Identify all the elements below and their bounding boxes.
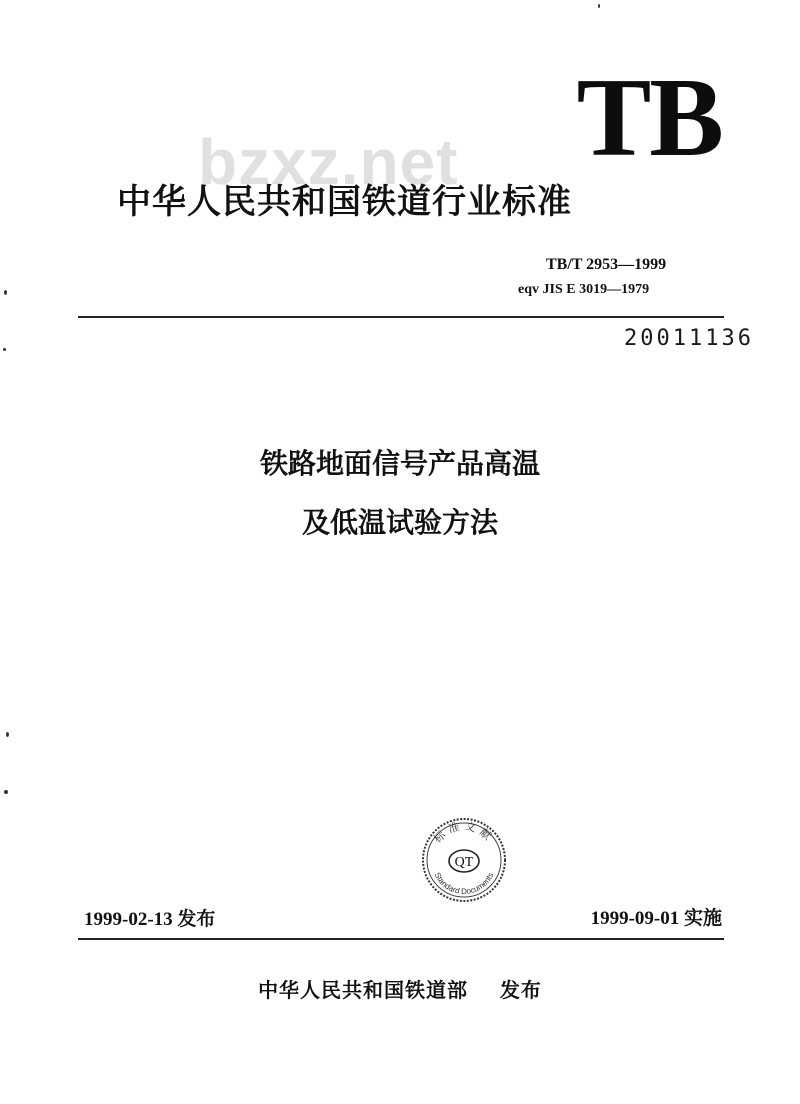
svg-text:Standard Documents (433, 871, 496, 896)
watermark: bzxz.net (198, 126, 459, 198)
scan-speck (4, 290, 7, 295)
standard-number: TB/T 2953—1999 (546, 256, 667, 273)
implementation-date: 1999-09-01 实施 (590, 908, 722, 929)
standard-type-heading: 中华人民共和国铁道行业标准 (117, 182, 572, 222)
equivalent-standard: eqv JIS E 3019—1979 (518, 282, 650, 297)
publisher-action: 发布 (499, 978, 542, 1002)
publisher-name: 中华人民共和国铁道部 (258, 978, 469, 1002)
serial-number: 20011136 (624, 326, 754, 351)
svg-text:标准文献 (431, 818, 498, 845)
stamp-top-text: 标准文献 (431, 819, 497, 846)
stamp-center-text: QT (454, 855, 474, 870)
stamp-bottom-text: Standard Documents (432, 871, 496, 897)
scan-speck (598, 4, 600, 8)
scan-speck (3, 348, 6, 351)
bottom-divider (78, 938, 724, 940)
standard-documents-stamp (420, 816, 508, 904)
document-title-line-2: 及低温试验方法 (301, 506, 498, 539)
scan-speck (4, 790, 8, 794)
document-title-line-1: 铁路地面信号产品高温 (259, 447, 540, 480)
publisher-line (0, 974, 800, 1003)
tb-logo: TB (576, 56, 722, 180)
scan-speck (6, 732, 9, 737)
issue-date: 1999-02-13 发布 (84, 909, 216, 930)
top-divider (78, 316, 724, 318)
